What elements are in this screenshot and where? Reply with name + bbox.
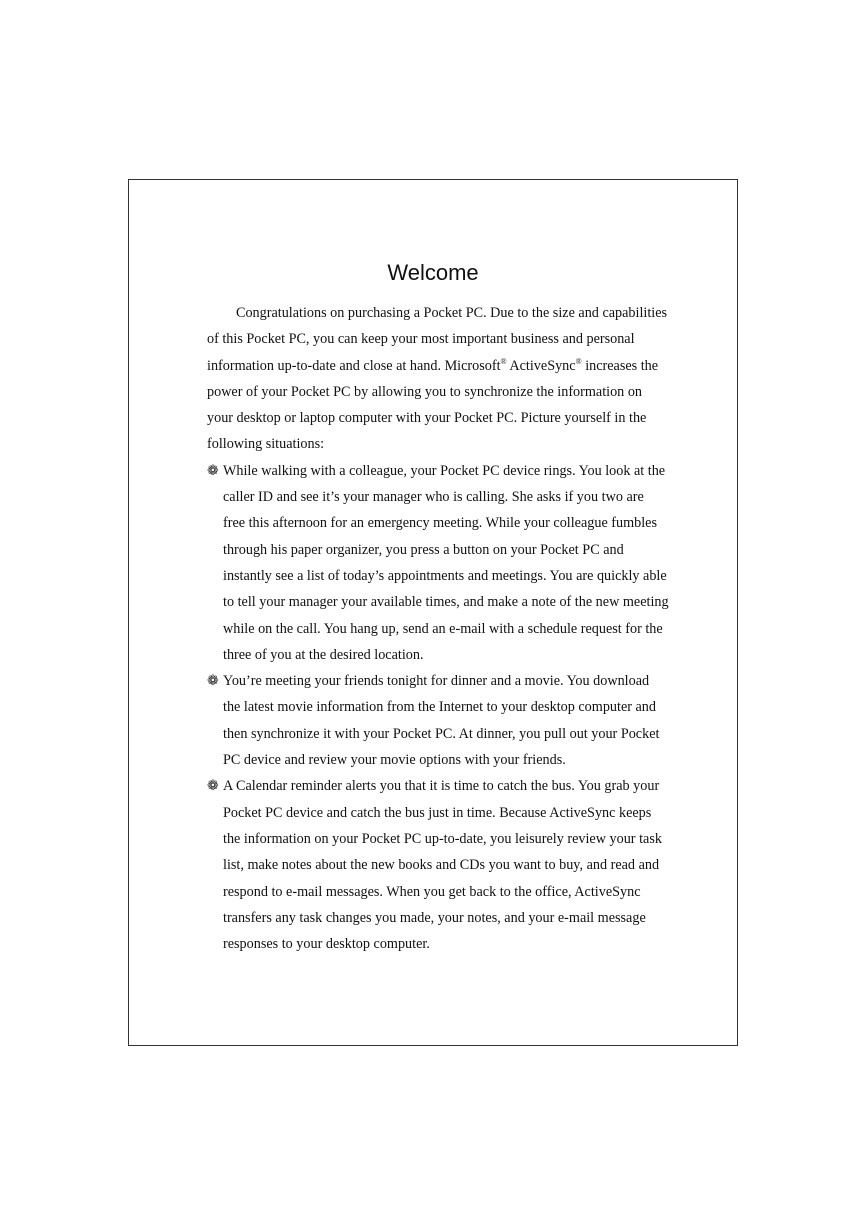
flower-bullet-icon: ❁ — [207, 462, 219, 479]
list-item — [207, 668, 669, 773]
page-content — [207, 300, 669, 957]
intro-text-1: Congratulations on purchasing a Pocket PC. Due to the size and capabilities of this Pocket PC, you can keep your most important business and personal information up-to-date and close at hand. Microsoft — [207, 305, 668, 374]
flower-bullet-icon: ❁ — [207, 778, 219, 795]
list-item — [207, 458, 669, 668]
intro-text-3: increases the power of your Pocket PC by allowing you to synchronize the information on your desktop or laptop computer with your Pocket PC. Picture yourself in the following situations: — [207, 357, 659, 453]
list-item — [207, 773, 669, 957]
flower-bullet-icon: ❁ — [207, 673, 219, 690]
page-title: Welcome — [387, 260, 479, 285]
intro-paragraph — [207, 300, 669, 458]
page-border-frame — [128, 179, 738, 1046]
registered-mark: ® — [575, 356, 582, 366]
intro-text-2: ActiveSync — [506, 357, 576, 374]
registered-mark: ® — [500, 356, 507, 366]
list-item-text: A Calendar reminder alerts you that it is time to catch the bus. You grab your Pocket PC device and catch the bus just in time. Because ActiveSync keeps the information on your Pocket PC up-to-date, you leisurely review your task list, make notes about the new books and CDs you want to buy, and read and respond to e-mail messages. When you get back to the office, ActiveSync transfers any task changes you made, your notes, and your e-mail message responses to your desktop computer. — [223, 778, 662, 953]
list-item-text: While walking with a colleague, your Pocket PC device rings. You look at the caller ID and see it’s your manager who is calling. She asks if you two are free this afternoon for an emergency meeting. While your colleague fumbles through his paper organizer, you press a button on your Pocket PC and instantly see a list of today’s appointments and meetings. You are quickly able to tell your manager your available times, and make a note of the new meeting while on the call. You hang up, send an e-mail with a schedule request for the three of you at the desired location. — [223, 462, 669, 663]
list-item-text: You’re meeting your friends tonight for dinner and a movie. You download the latest movie information from the Internet to your desktop computer and then synchronize it with your Pocket PC. At dinner, you pull out your Pocket PC device and review your movie options with your friends. — [223, 673, 660, 769]
